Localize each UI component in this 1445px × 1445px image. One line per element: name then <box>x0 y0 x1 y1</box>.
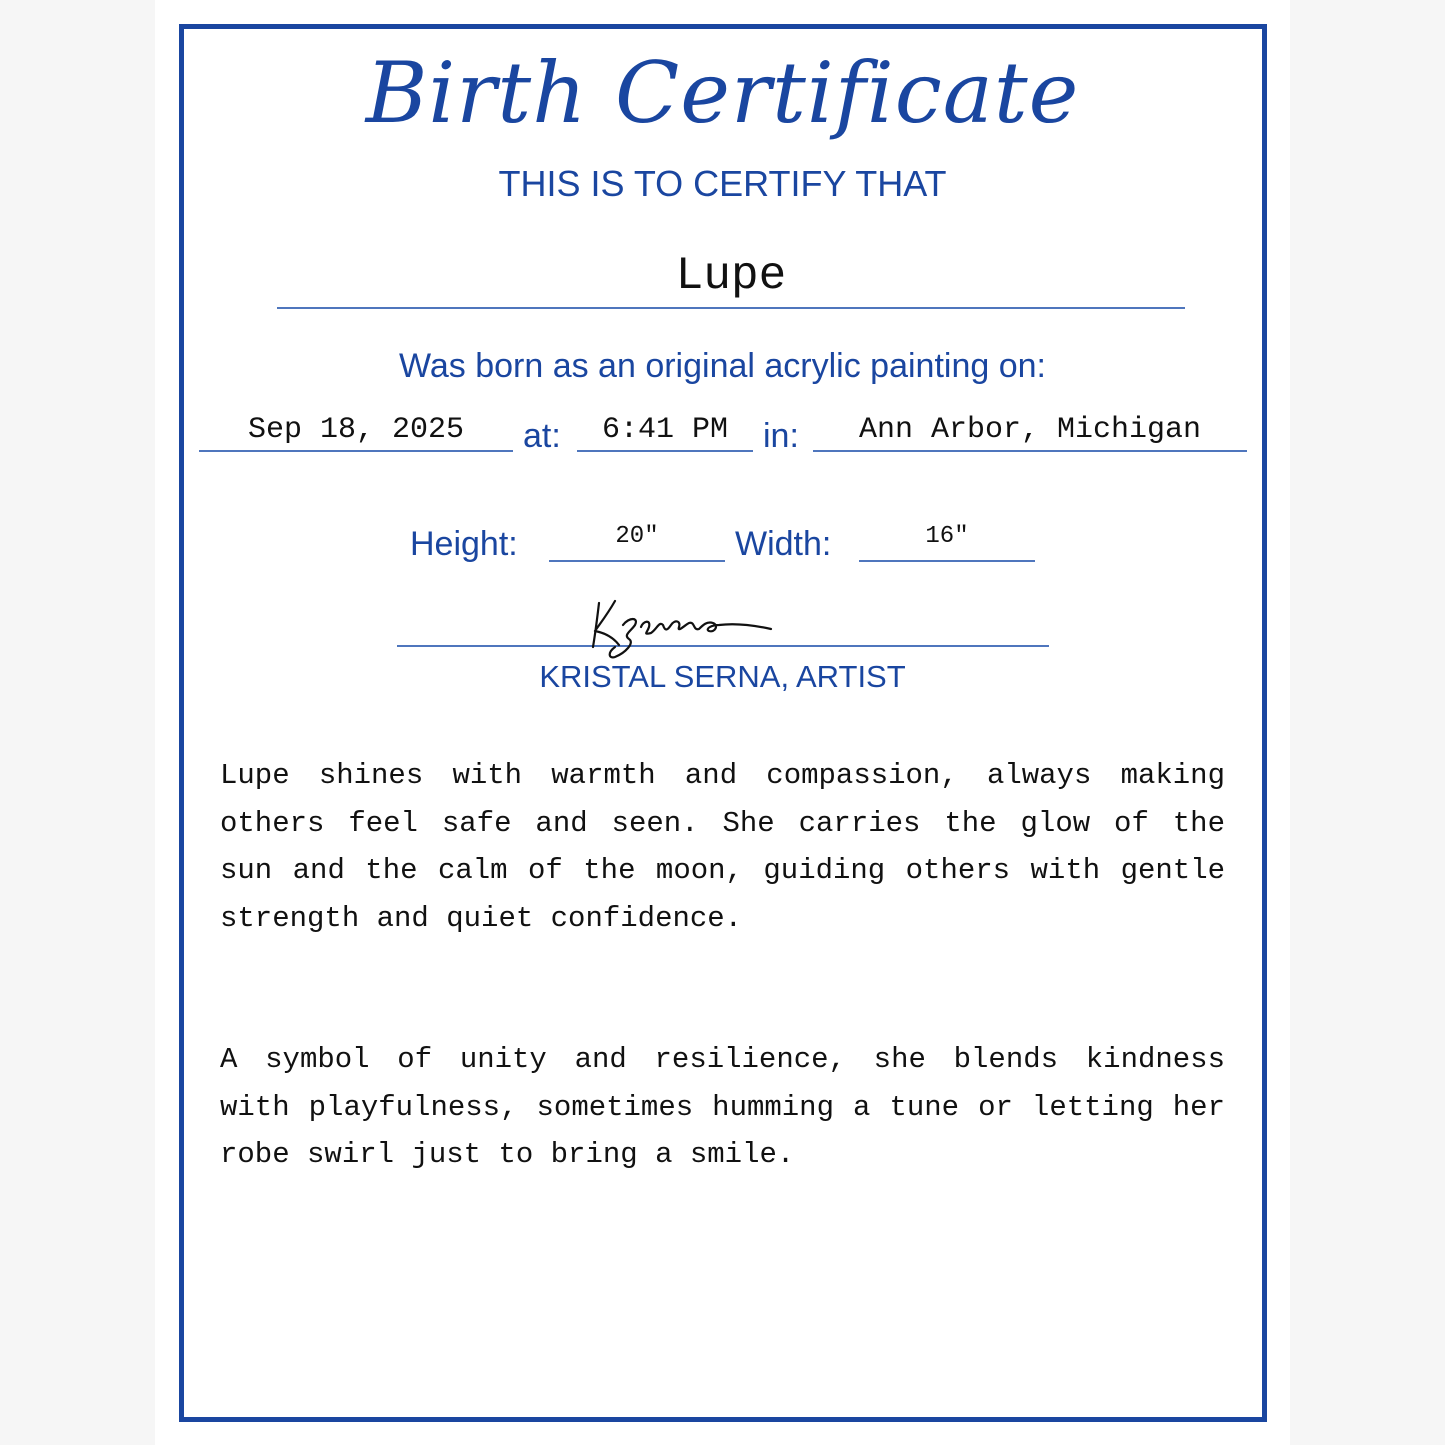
location-field <box>813 412 1247 452</box>
description-paragraph-1: Lupe shines with warmth and compassion, always making others feel safe and seen. She carries the glow of the sun and the calm of the moon, guiding others with gentle strength and quiet confidence. <box>220 759 1225 935</box>
location-value: Ann Arbor, Michigan <box>858 413 1202 447</box>
time-value: 6:41 PM <box>601 413 729 447</box>
certificate-subtitle: THIS IS TO CERTIFY THAT <box>498 163 947 204</box>
height-value: 20" <box>615 523 659 550</box>
name-value: Lupe <box>675 250 787 302</box>
height-label: Height: <box>410 525 518 563</box>
in-label: in: <box>763 417 799 455</box>
width-field <box>859 522 1035 562</box>
signature-image <box>585 595 775 665</box>
width-label: Width: <box>735 525 832 563</box>
description-paragraph-2: A symbol of unity and resilience, she blends kindness with playfulness, sometimes humming a tune or letting her robe swirl just to bring a smile. <box>220 1043 1225 1171</box>
certificate-title: Birth Certificate <box>365 44 1080 142</box>
certificate-border-frame <box>179 24 1267 1422</box>
height-field <box>549 522 725 562</box>
width-value: 16" <box>925 523 969 550</box>
artist-name: KRISTAL SERNA, ARTIST <box>539 659 906 694</box>
born-statement: Was born as an original acrylic painting on: <box>399 347 1046 385</box>
name-field <box>277 249 1185 309</box>
date-value: Sep 18, 2025 <box>247 413 465 447</box>
date-field <box>199 412 513 452</box>
time-field <box>577 412 753 452</box>
at-label: at: <box>523 417 561 455</box>
